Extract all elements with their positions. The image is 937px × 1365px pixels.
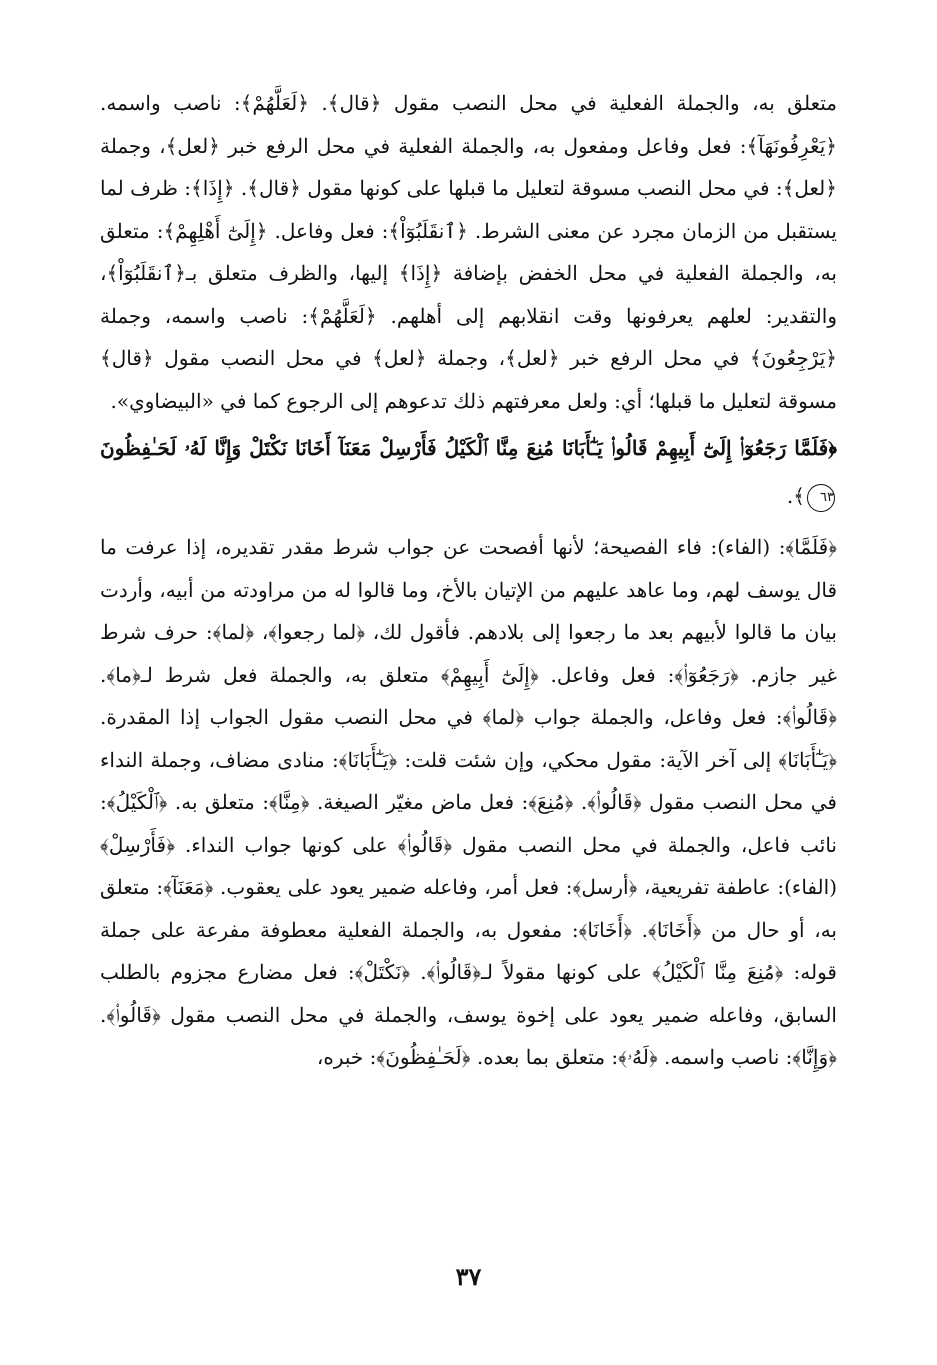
quran-verse xyxy=(100,424,837,520)
paragraph-grammar-analysis-1: متعلق به، والجملة الفعلية في محل النصب مقول ﴿قال﴾. ﴿لَعَلَّهُمْ﴾: ناصب واسمه. ﴿يَعْرِفُونَهَآ﴾: فعل وفاعل ومفعول به، والجملة الفعلية في محل الرفع خبر ﴿لعل﴾، وجملة ﴿لعل﴾: في محل النصب مسوقة لتعليل ما قبلها على كونها مقول ﴿قال﴾. ﴿إِذَا﴾: ظرف لما يستقبل من الزمان مجرد عن معنى الشرط. ﴿ٱنقَلَبُوٓاْ﴾: فعل وفاعل. ﴿إِلَىٰٓ أَهْلِهِمْ﴾: متعلق به، والجملة الفعلية في محل الخفض بإضافة ﴿إِذَا﴾ إليها، والظرف متعلق بـ﴿ٱنقَلَبُوٓاْ﴾، والتقدير: لعلهم يعرفونها وقت انقلابهم إلى أهلهم. ﴿لَعَلَّهُمْ﴾: ناصب واسمه، وجملة ﴿يَرْجِعُونَ﴾ في محل الرفع خبر ﴿لعل﴾، وجملة ﴿لعل﴾ في محل النصب مقول ﴿قال﴾ مسوقة لتعليل ما قبلها؛ أي: ولعل معرفتهم ذلك تدعوهم إلى الرجوع كما في «البيضاوي». xyxy=(100,91,837,413)
page-number: ٣٧ xyxy=(455,1262,482,1291)
verse-closing: ﴾. xyxy=(786,484,805,508)
paragraph-grammar-analysis-2: ﴿فَلَمَّا﴾: (الفاء): فاء الفصيحة؛ لأنها أفصحت عن جواب شرط مقدر تقديره، إذا عرفت ما قال يوسف لهم، وما عاهد عليهم من الإتيان بالأخ، وما قالوا له من مراودته من أبيه، وأردت بيان ما قالوا لأبيهم بعد ما رجعوا إلى بلادهم. فأقول لك، ﴿لما رجعوا﴾، ﴿لما﴾: حرف شرط غير جازم. ﴿رَجَعُوٓا۟﴾: فعل وفاعل. ﴿إِلَىٰٓ أَبِيهِمْ﴾ متعلق به، والجملة فعل شرط لـ﴿ما﴾. ﴿قَالُوا۟﴾: فعل وفاعل، والجملة جواب ﴿لما﴾ في محل النصب مقول الجواب إذا المقدرة. ﴿يَـٰٓأَبَانَا﴾ إلى آخر الآية: مقول محكي، وإن شئت قلت: ﴿يَـٰٓأَبَانَا﴾: منادى مضاف، وجملة النداء في محل النصب مقول ﴿قَالُوا۟﴾. ﴿مُنِعَ﴾: فعل ماض مغيّر الصيغة. ﴿مِنَّا﴾: متعلق به. ﴿ٱلْكَيْلُ﴾: نائب فاعل، والجملة في محل النصب مقول ﴿قَالُوا۟﴾ على كونها جواب النداء. ﴿فَأَرْسِلْ﴾ (الفاء): عاطفة تفريعية، ﴿أرسل﴾: فعل أمر، وفاعله ضمير يعود على يعقوب. ﴿مَعَنَآ﴾: متعلق به، أو حال من ﴿أَخَانَا﴾. ﴿أَخَانَا﴾: مفعول به، والجملة الفعلية معطوفة مفرعة على جملة قوله: ﴿مُنِعَ مِنَّا ٱلْكَيْلُ﴾ على كونها مقولاً لـ﴿قَالُوا۟﴾. ﴿نَكْتَلْ﴾: فعل مضارع مجزوم بالطلب السابق، وفاعله ضمير يعود على إخوة يوسف، والجملة في محل النصب مقول ﴿قَالُوا۟﴾. ﴿وَإِنَّا﴾: ناصب واسمه. ﴿لَهُۥ﴾: متعلق بما بعده. ﴿لَحَـٰفِظُونَ﴾: خبره، xyxy=(100,535,837,1069)
verse-text: ﴿فَلَمَّا رَجَعُوٓا۟ إِلَىٰٓ أَبِيهِمْ قَالُوا۟ يَـٰٓأَبَانَا مُنِعَ مِنَّا ٱلْكَيْلُ فَأَرْسِلْ مَعَنَآ أَخَانَا نَكْتَلْ وَإِنَّا لَهُۥ لَحَـٰفِظُونَ xyxy=(100,436,837,460)
verse-number-badge: ٦٣ xyxy=(807,484,835,512)
